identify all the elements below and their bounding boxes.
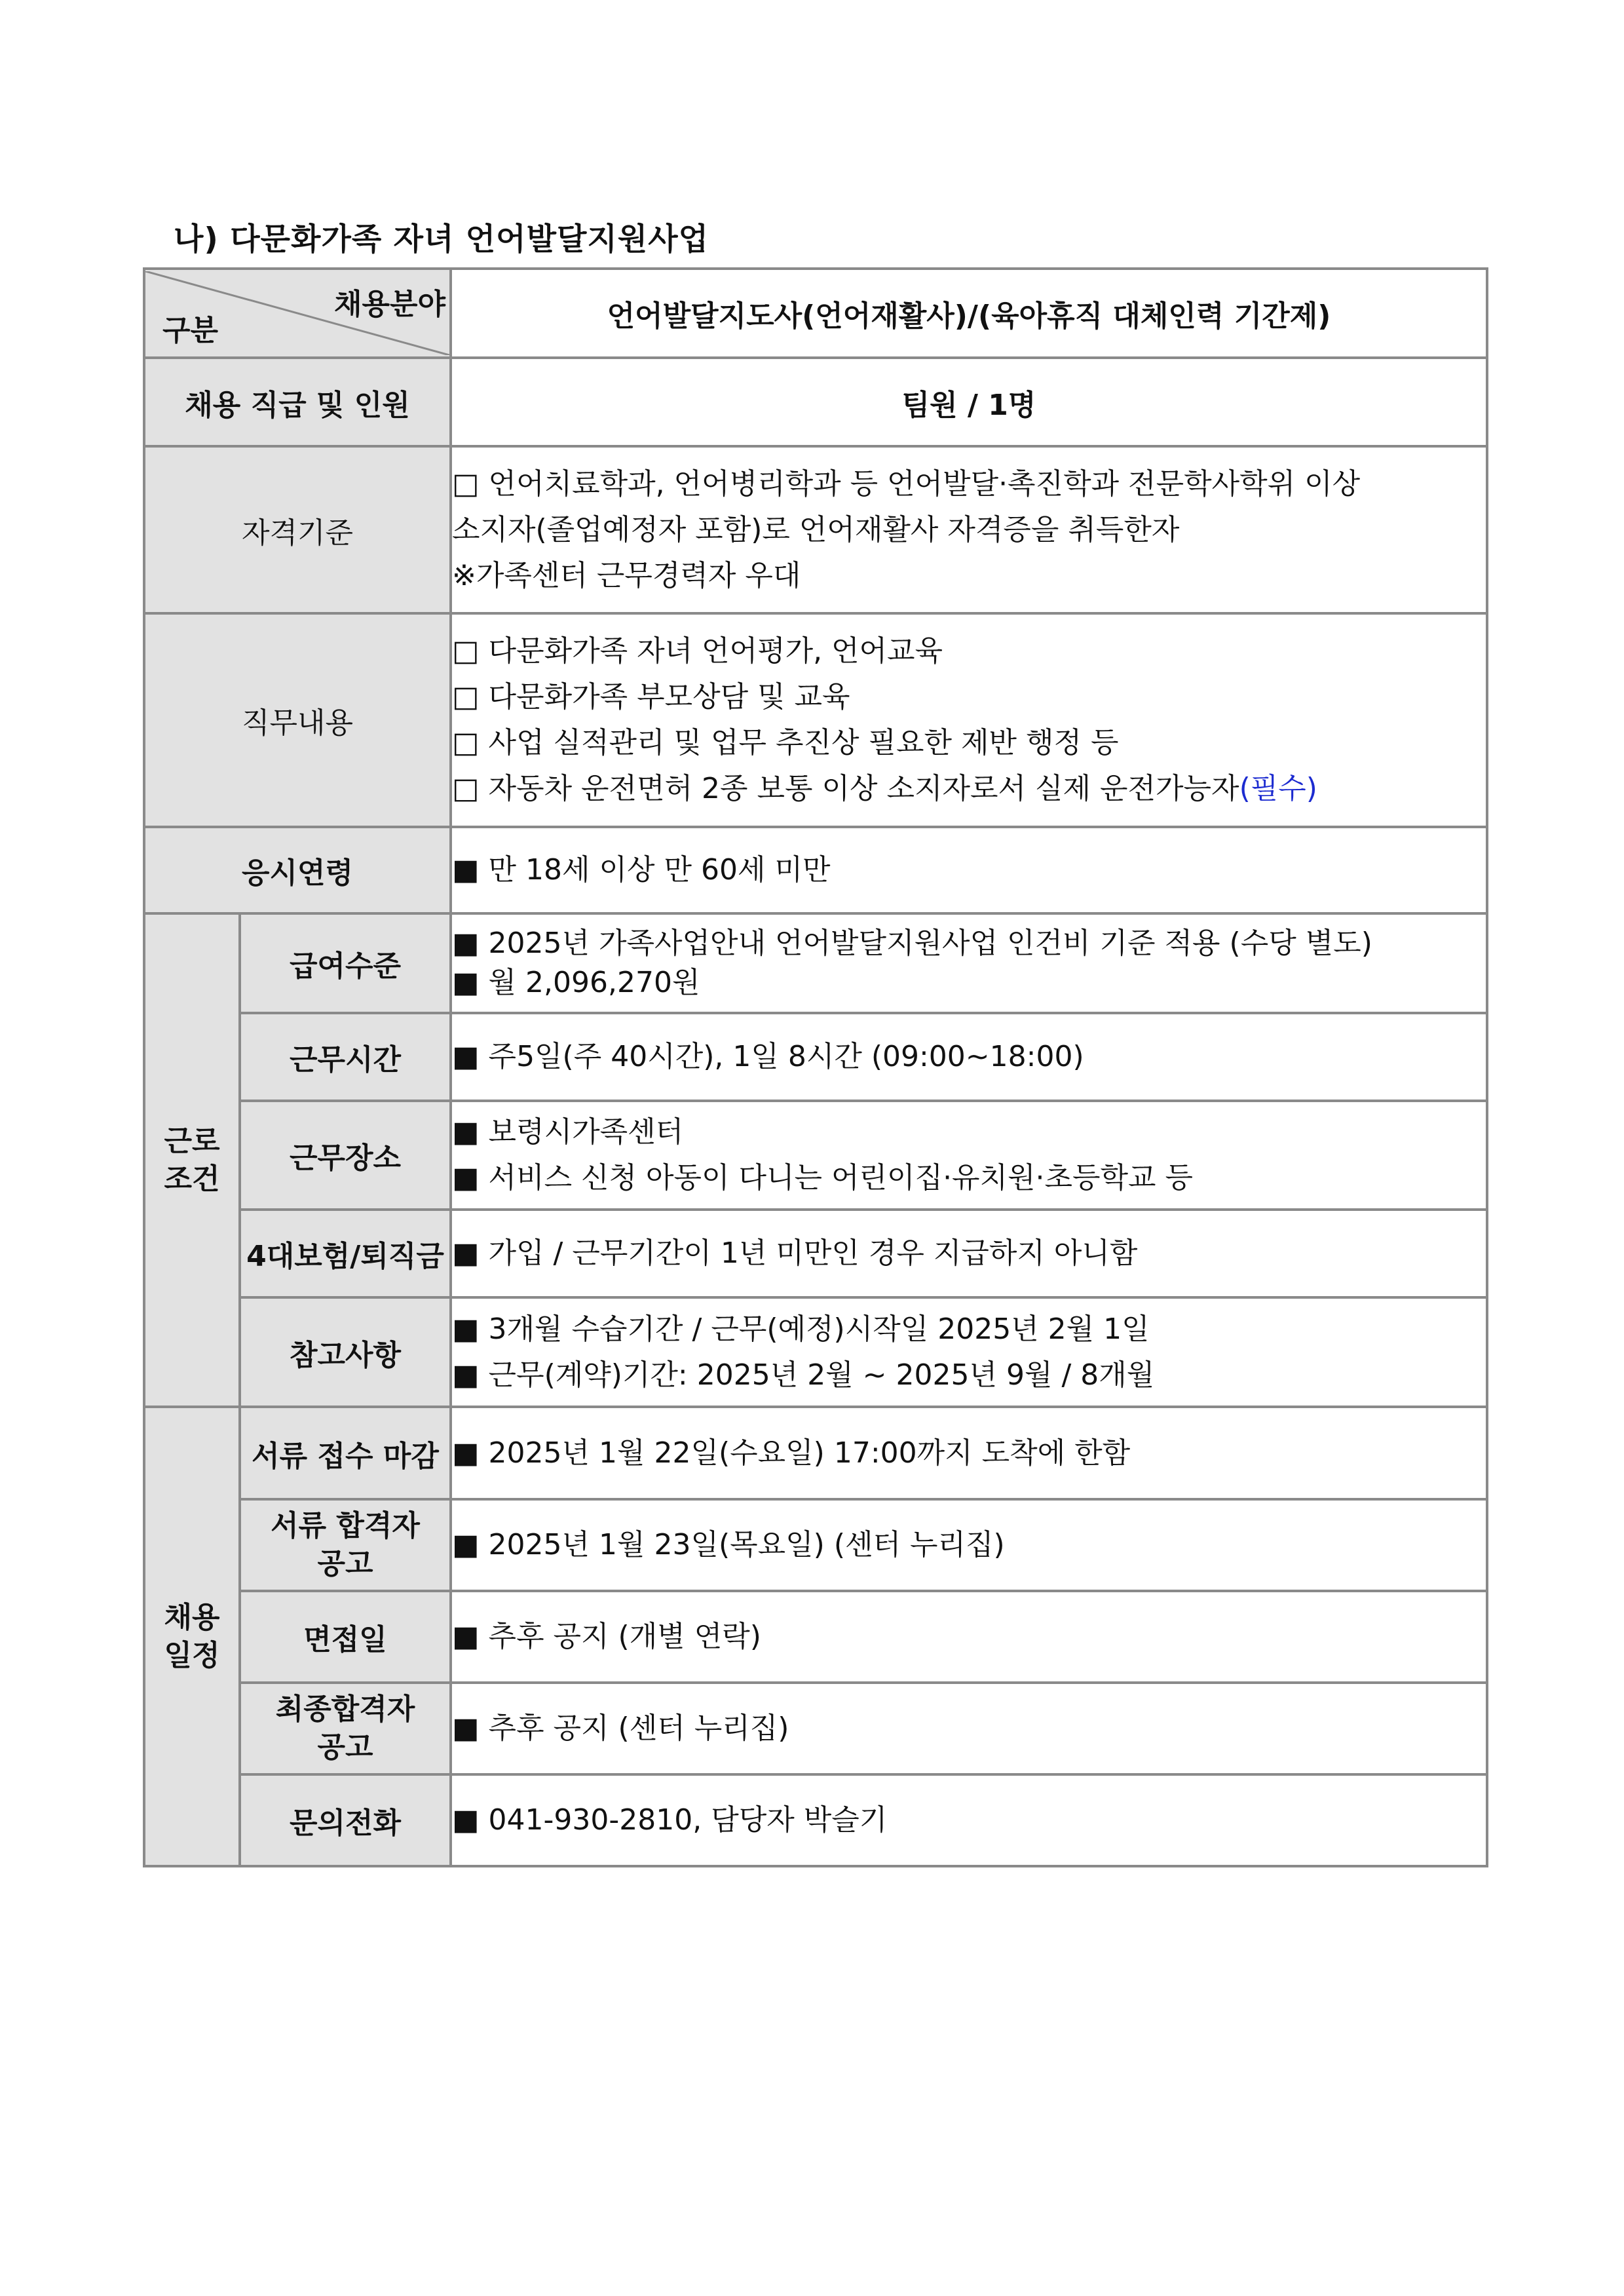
final-pass-label — [240, 1683, 451, 1774]
doc-pass-label-line: 서류 합격자 — [271, 1509, 420, 1542]
schedule-label-line: 채용 — [164, 1600, 220, 1634]
duties-line: □ 사업 실적관리 및 업무 추진상 필요한 제반 행정 등 — [452, 726, 1119, 759]
hours-value: ■ 주5일(주 40시간), 1일 8시간 (09:00~18:00) — [451, 1013, 1487, 1101]
place-row — [144, 1101, 1487, 1210]
qualification-line: □ 언어치료학과, 언어병리학과 등 언어발달·촉진학과 전문학사학위 이상 — [452, 467, 1361, 501]
notes-label: 참고사항 — [240, 1297, 451, 1407]
notes-line: ■ 근무(계약)기간: 2025년 2월 ~ 2025년 9월 / 8개월 — [452, 1358, 1155, 1392]
deadline-row — [144, 1407, 1487, 1499]
insurance-row — [144, 1210, 1487, 1297]
doc-pass-label — [240, 1499, 451, 1591]
duties-line-text: □ 자동차 운전면허 2종 보통 이상 소지자로서 실제 운전가능자 — [452, 772, 1239, 805]
duties-label: 직무내용 — [144, 613, 451, 827]
salary-line: ■ 월 2,096,270원 — [452, 966, 700, 999]
hours-label: 근무시간 — [240, 1013, 451, 1101]
rank-row — [144, 358, 1487, 446]
doc-pass-value: ■ 2025년 1월 23일(목요일) (센터 누리집) — [451, 1499, 1487, 1591]
final-pass-label-line: 공고 — [317, 1731, 373, 1764]
duties-line — [452, 766, 1486, 812]
place-label: 근무장소 — [240, 1101, 451, 1210]
required-note: (필수) — [1239, 772, 1317, 805]
salary-line: ■ 2025년 가족사업안내 언어발달지원사업 인건비 기준 적용 (수당 별도) — [452, 927, 1372, 960]
salary-content — [451, 913, 1487, 1013]
age-label: 응시연령 — [144, 827, 451, 913]
schedule-group-label — [144, 1407, 240, 1866]
rank-label: 채용 직급 및 인원 — [144, 358, 451, 446]
age-value: ■ 만 18세 이상 만 60세 미만 — [451, 827, 1487, 913]
duties-line: □ 다문화가족 자녀 언어평가, 언어교육 — [452, 634, 943, 668]
place-line: ■ 보령시가족센터 — [452, 1115, 684, 1149]
corner-bottom-label: 구분 — [162, 314, 219, 347]
doc-pass-label-line: 공고 — [317, 1547, 373, 1580]
salary-row — [144, 913, 1487, 1013]
corner-top-label: 채용분야 — [333, 288, 445, 321]
interview-label: 면접일 — [240, 1591, 451, 1683]
qualification-line: ※가족센터 근무경력자 우대 — [452, 558, 801, 592]
insurance-value: ■ 가입 / 근무기간이 1년 미만인 경우 지급하지 아니함 — [451, 1210, 1487, 1297]
duties-content — [451, 613, 1487, 827]
position-title: 언어발달지도사(언어재활사)/(육아휴직 대체인력 기간제) — [451, 269, 1487, 358]
insurance-label: 4대보험/퇴직금 — [240, 1210, 451, 1297]
interview-value: ■ 추후 공지 (개별 연락) — [451, 1591, 1487, 1683]
place-line: ■ 서비스 신청 아동이 다니는 어린이집·유치원·초등학교 등 — [452, 1161, 1194, 1195]
qualification-label: 자격기준 — [144, 446, 451, 613]
recruitment-table — [143, 267, 1488, 1867]
salary-label: 급여수준 — [240, 913, 451, 1013]
contact-row — [144, 1774, 1487, 1866]
section-heading: 나) 다문화가족 자녀 언어발달지원사업 — [174, 221, 709, 258]
deadline-label: 서류 접수 마감 — [240, 1407, 451, 1499]
place-content — [451, 1101, 1487, 1210]
header-row — [144, 269, 1487, 358]
notes-row — [144, 1297, 1487, 1407]
duties-line: □ 다문화가족 부모상담 및 교육 — [452, 680, 850, 714]
deadline-value: ■ 2025년 1월 22일(수요일) 17:00까지 도착에 한함 — [451, 1407, 1487, 1499]
hours-row — [144, 1013, 1487, 1101]
contact-label: 문의전화 — [240, 1774, 451, 1866]
age-row — [144, 827, 1487, 913]
conditions-label-line: 조건 — [164, 1162, 220, 1196]
final-pass-label-line: 최종합격자 — [275, 1693, 415, 1726]
doc-pass-row — [144, 1499, 1487, 1591]
notes-line: ■ 3개월 수습기간 / 근무(예정)시작일 2025년 2월 1일 — [452, 1312, 1150, 1346]
conditions-label-line: 근로 — [164, 1124, 220, 1158]
notes-content — [451, 1297, 1487, 1407]
header-corner-cell — [144, 269, 451, 358]
schedule-label-line: 일정 — [164, 1638, 220, 1672]
conditions-group-label — [144, 913, 240, 1407]
final-pass-value: ■ 추후 공지 (센터 누리집) — [451, 1683, 1487, 1774]
qualification-row — [144, 446, 1487, 613]
contact-value: ■ 041-930-2810, 담당자 박슬기 — [451, 1774, 1487, 1866]
qualification-content — [451, 446, 1487, 613]
interview-row — [144, 1591, 1487, 1683]
duties-row — [144, 613, 1487, 827]
final-pass-row — [144, 1683, 1487, 1774]
qualification-line: 소지자(졸업예정자 포함)로 언어재활사 자격증을 취득한자 — [452, 512, 1180, 546]
rank-value: 팀원 / 1명 — [451, 358, 1487, 446]
